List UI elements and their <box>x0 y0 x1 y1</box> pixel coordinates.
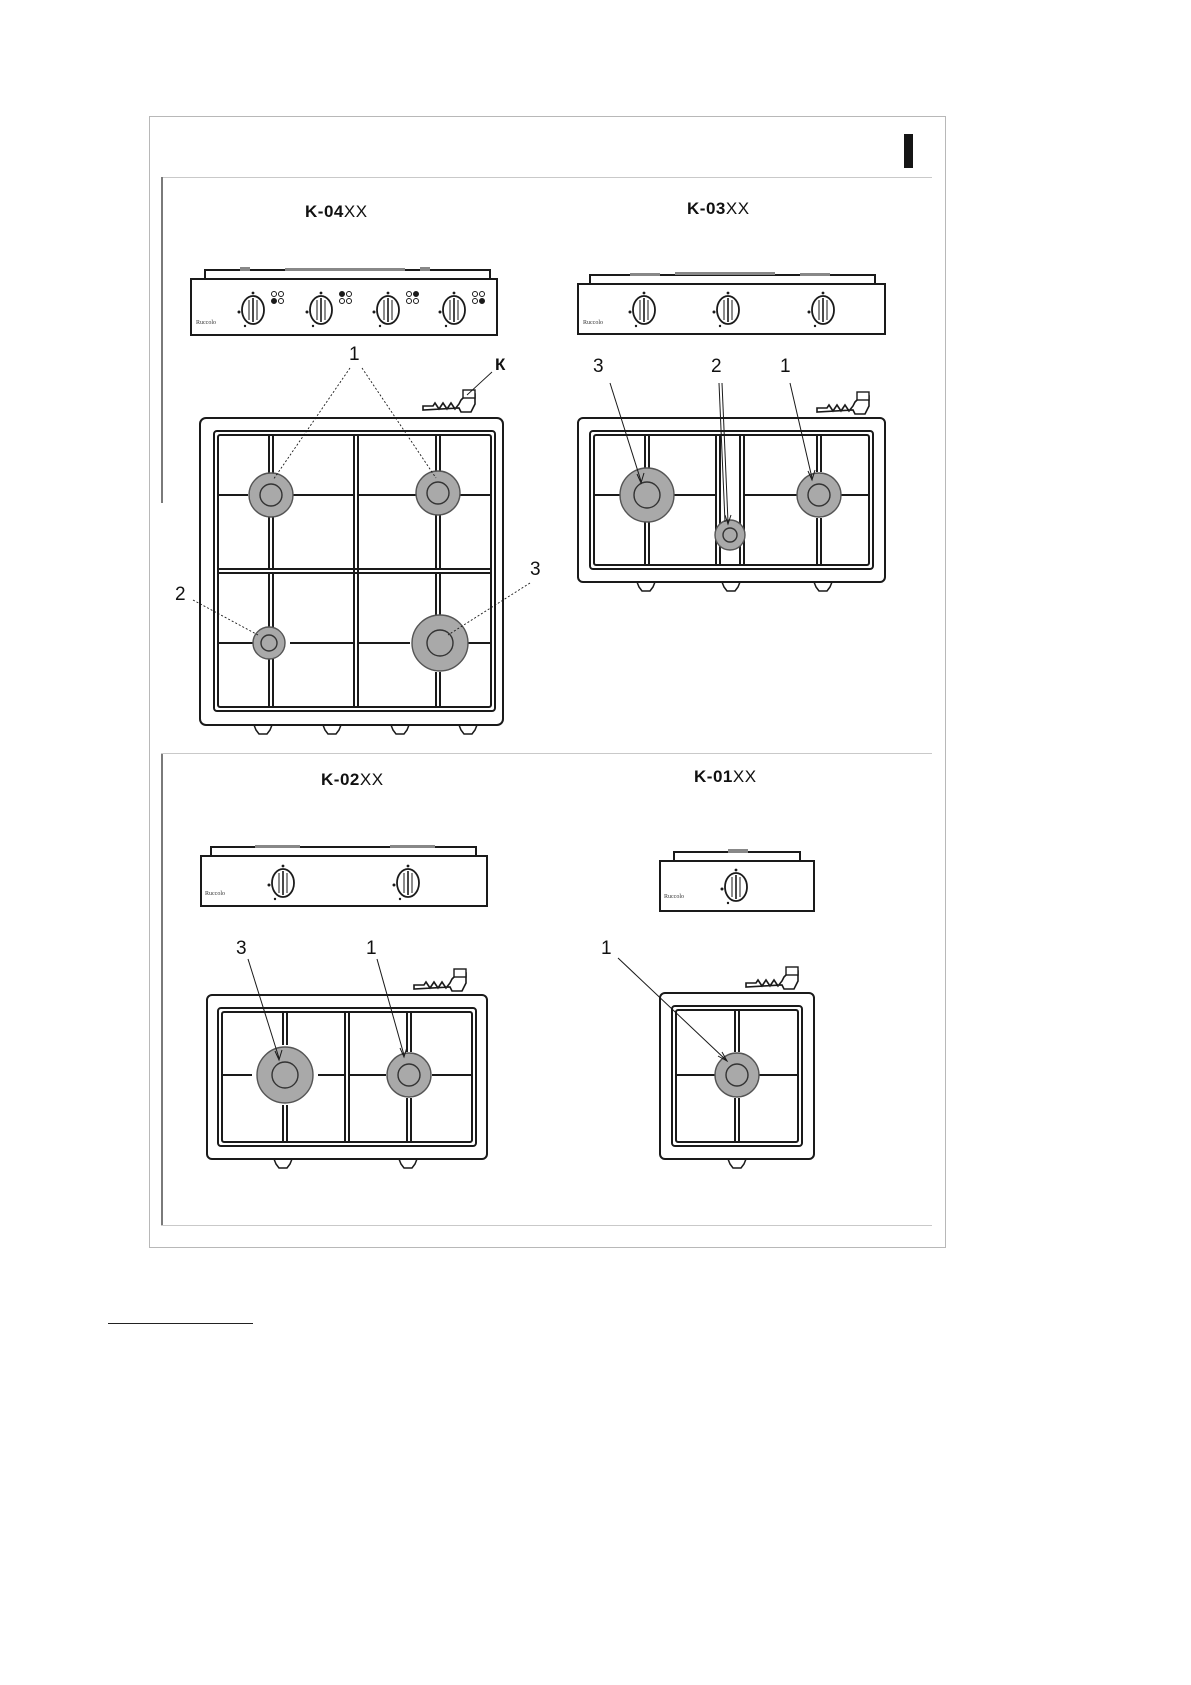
callout-k04-2: 2 <box>175 584 186 605</box>
brand-logo-k03: Ruccolo <box>583 320 603 326</box>
front-panel-k02 <box>201 845 487 906</box>
callout-k03-1: 1 <box>780 356 791 377</box>
front-panel-k03 <box>578 272 885 334</box>
gas-inlet-fitting-icon <box>414 969 466 991</box>
burner-icon <box>715 1053 759 1097</box>
callout-k04-1: 1 <box>349 344 360 365</box>
brand-logo-k04: Ruccolo <box>196 320 216 326</box>
callout-k03-3: 3 <box>593 356 604 377</box>
front-panel-k01 <box>660 849 814 911</box>
burner-icon <box>249 473 293 517</box>
gas-inlet-fitting-icon <box>423 390 475 412</box>
front-panel-k04 <box>191 267 497 335</box>
burner-icon <box>253 627 285 659</box>
top-view-k02 <box>207 938 487 1168</box>
model-title-k03: K-03XX <box>687 199 750 218</box>
callout-k03-2: 2 <box>711 356 722 377</box>
callout-k01-1: 1 <box>601 938 612 959</box>
callout-k04-3: 3 <box>530 559 541 580</box>
callout-k-inlet: К <box>495 355 506 374</box>
foot-icon <box>273 1159 418 1168</box>
burner-icon <box>416 471 460 515</box>
brand-logo-k01: Ruccolo <box>664 894 684 900</box>
burner-icon <box>797 473 841 517</box>
foot-icon <box>727 1159 747 1168</box>
gas-inlet-fitting-icon <box>746 967 798 989</box>
burner-icon <box>387 1053 431 1097</box>
top-view-k04 <box>175 344 541 734</box>
burner-icon <box>715 520 745 550</box>
burner-icon <box>412 615 468 671</box>
callout-k02-3: 3 <box>236 938 247 959</box>
callout-k02-1: 1 <box>366 938 377 959</box>
foot-icon <box>253 725 478 734</box>
brand-logo-k02: Ruccolo <box>205 891 225 897</box>
gas-inlet-fitting-icon <box>817 392 869 414</box>
foot-icon <box>636 582 833 591</box>
burner-icon <box>257 1047 313 1103</box>
burner-icon <box>620 468 674 522</box>
model-title-k01: K-01XX <box>694 767 757 786</box>
top-view-k03 <box>578 356 885 591</box>
model-title-k04: K-04XX <box>305 202 368 221</box>
top-view-k01 <box>601 938 814 1168</box>
model-title-k02: K-02XX <box>321 770 384 789</box>
